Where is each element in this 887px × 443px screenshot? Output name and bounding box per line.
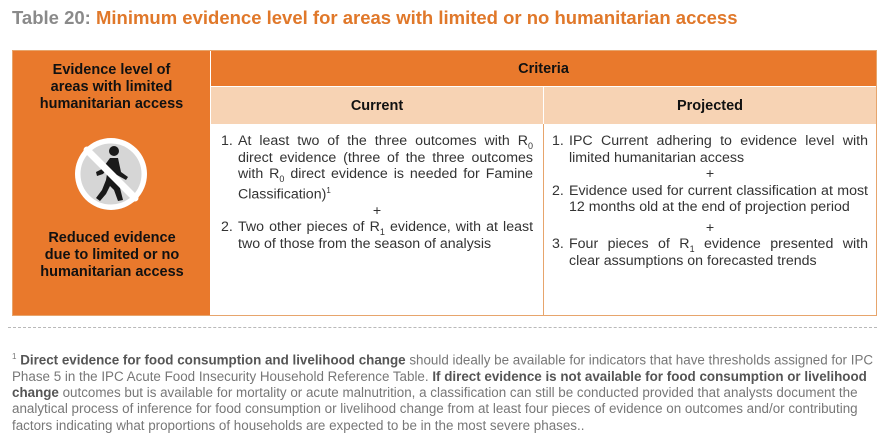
- footnote-bold: If direct evidence is not available for food consumption or livelihood change: [12, 368, 867, 401]
- table-title: [12, 7, 738, 29]
- footnote-mark: 1: [326, 185, 331, 195]
- subscript: 1: [689, 243, 695, 254]
- text-run: Two other pieces of R: [238, 219, 380, 236]
- text-run: for Famine Classification): [238, 166, 534, 203]
- row-label-cell: [13, 124, 211, 315]
- header-evidence-level-line: areas with limited: [50, 79, 173, 95]
- text-run: Four pieces of R: [569, 236, 690, 252]
- projected-criteria-cell: [544, 124, 876, 315]
- current-item-2: [221, 219, 533, 252]
- text-run: direct evidence is needed: [284, 166, 458, 182]
- projected-item-1: [552, 133, 868, 166]
- plus-sign: +: [705, 166, 715, 182]
- header-projected: Projected: [544, 87, 876, 124]
- row-label-line: due to limited or no: [44, 247, 180, 263]
- current-criteria-cell: [211, 124, 544, 315]
- projected-item-3: [552, 236, 868, 269]
- text-run: evidence, with at least two of those from the season of analysis: [238, 219, 534, 252]
- text-run: outcomes with R: [238, 149, 533, 182]
- text-run: evidence presented with clear assumptions on forecasted trends: [569, 236, 868, 269]
- subscript: 0: [279, 173, 285, 184]
- item-number: 2.: [552, 182, 564, 199]
- text-run: R: [517, 133, 528, 149]
- text-run: At least two of the three outcomes with: [238, 133, 510, 149]
- footnote-divider: [8, 327, 877, 328]
- subscript: 0: [527, 140, 533, 151]
- header-criteria: Criteria: [211, 51, 876, 87]
- evidence-table: [12, 50, 877, 316]
- header-evidence-level: [13, 51, 211, 124]
- header-current: Current: [211, 87, 544, 124]
- subscript: 1: [379, 227, 385, 238]
- item-number: 1.: [552, 133, 564, 149]
- projected-item-2: [552, 183, 868, 216]
- header-evidence-level-line: Evidence level of: [52, 62, 171, 78]
- plus-sign: +: [705, 219, 715, 236]
- text-run: direct evidence (three of the three: [238, 149, 465, 166]
- item-number: 2.: [221, 219, 233, 236]
- item-text: [238, 219, 533, 252]
- header-evidence-level-line: humanitarian access: [39, 96, 184, 112]
- footnote-mark: 1: [12, 352, 17, 361]
- footnote: [12, 349, 878, 434]
- row-label-line: humanitarian access: [40, 264, 184, 280]
- no-walking-icon: [73, 136, 149, 212]
- item-number: 1.: [221, 133, 233, 149]
- item-text: [569, 236, 868, 269]
- table-title-text: Minimum evidence level for areas with limited or no humanitarian access: [95, 7, 738, 28]
- current-item-1: [221, 133, 533, 203]
- item-text: Evidence used for current classification at most 12 months old at the end of projection period: [569, 182, 868, 215]
- plus-sign: +: [372, 202, 382, 219]
- item-text: [238, 133, 533, 203]
- footnote-bold: Direct evidence for food consumption and livelihood change: [20, 352, 406, 368]
- item-text: IPC Current adhering to evidence level with limited humanitarian access: [569, 133, 868, 166]
- item-number: 3.: [552, 236, 564, 252]
- table-number: Table 20:: [12, 7, 91, 28]
- footnote-text: should ideally be available for indicators that have thresholds assigned for IPC Phase 5 in the IPC Acute Food Insecurity Household Reference Table.: [12, 352, 874, 384]
- footnote-text: outcomes but is available for mortality or acute malnutrition, a classification can still be conducted provided that analysts document the analytical process of inference for food consumption or livelihood change from at least four pieces of evidence on outcomes and/or contributing factors indicating what proportions of households are expected to be in the most severe phases..: [12, 385, 858, 433]
- row-label: [13, 230, 211, 281]
- row-label-line: Reduced evidence: [48, 230, 176, 246]
